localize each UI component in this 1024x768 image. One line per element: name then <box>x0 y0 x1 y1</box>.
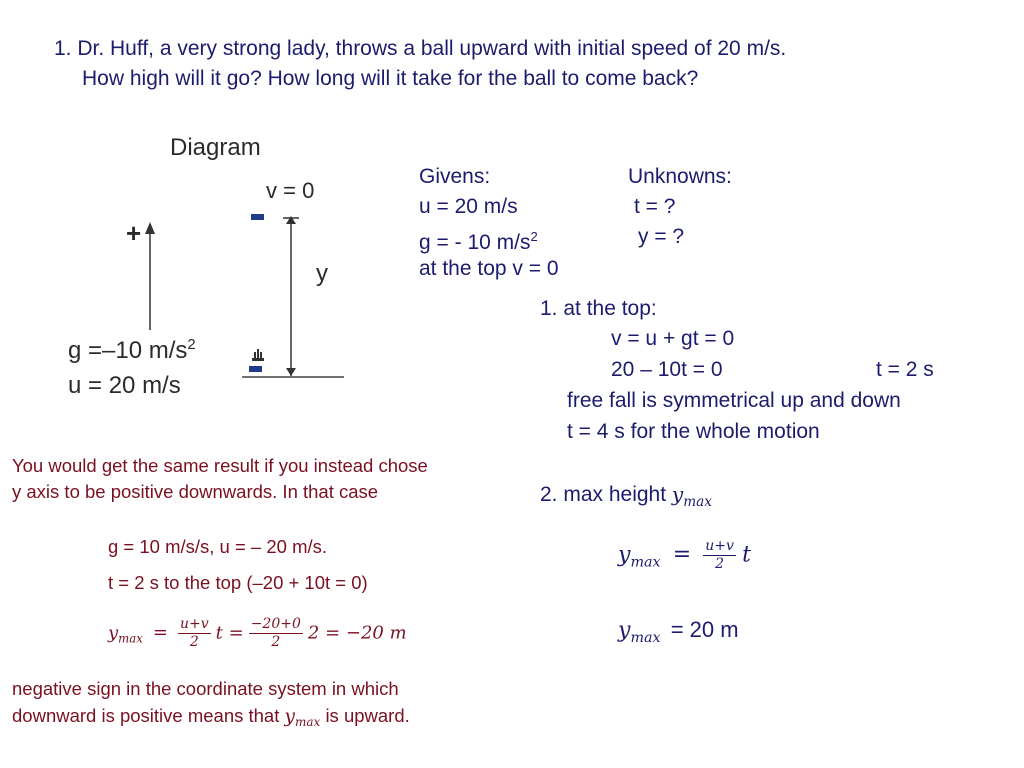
alt-t-top: t = 2 s to the top (–20 + 10t = 0) <box>108 572 368 593</box>
g-label: g =–10 $m/s^2$ <box>68 336 196 364</box>
ymax-result: $y_{max} = 20$ m <box>618 617 739 646</box>
step2-heading: 2. max height $y_{max}$ <box>540 482 712 510</box>
hand-icon <box>252 349 264 361</box>
givens-g: g = - 10 $m/s^2$ <box>419 229 538 254</box>
question-line-1: 1. Dr. Huff, a very strong lady, throws a ball upward with initial speed of 20 m/s. <box>54 37 787 60</box>
alt-neg-line-1: negative sign in the coordinate system in which <box>12 678 399 699</box>
step1-heading: 1. at the top: <box>540 297 657 320</box>
givens-header: Givens: <box>419 165 491 188</box>
diagram-arrows <box>62 130 352 405</box>
step1-eq1: v = u + gt = 0 <box>611 327 735 350</box>
diagram-title: Diagram <box>170 134 261 161</box>
step1-eq2: 20 – 10t = 0 <box>611 358 723 381</box>
diagram <box>62 130 352 405</box>
alt-neg-line-2: downward is positive means that $y_{max}$ is upward. <box>12 705 410 730</box>
alt-line-2: y axis to be positive downwards. In that case <box>12 481 379 502</box>
ball-top-marker <box>251 214 264 220</box>
ymax-formula: $y_{max}$ = $\frac{u+v}{2}$ t <box>618 538 751 572</box>
up-arrowhead-icon <box>145 222 155 234</box>
alt-g-u: g = 10 m/s/s, u = – 20 m/s. <box>108 536 328 557</box>
alt-line-1: You would get the same result if you instead chose <box>12 455 428 476</box>
v-label: v = 0 <box>266 178 315 203</box>
step1-t-result: t = 2 s <box>876 358 934 381</box>
unknowns-t: t = ? <box>634 195 676 218</box>
unknowns-y: y = ? <box>638 225 685 248</box>
step1-symmetry: free fall is symmetrical up and down <box>567 389 901 412</box>
unknowns-header: Unknowns: <box>628 165 732 188</box>
question-line-2: How high will it go? How long will it take for the ball to come back? <box>82 67 699 90</box>
givens-u: u = 20 m/s <box>419 195 518 218</box>
step1-whole: t = 4 s for the whole motion <box>567 420 820 443</box>
y-label: y <box>316 260 328 287</box>
givens-top: at the top v = 0 <box>419 257 559 280</box>
u-label: u = 20 m/s <box>68 372 181 399</box>
alt-ymax-formula: $y_{max}$ = $\frac{u+v}{2}$ t = $\frac{-20+0}{2}$ 2 = −20 m <box>108 616 407 650</box>
plus-sign: + <box>126 218 142 248</box>
ball-ground-marker <box>249 366 262 372</box>
